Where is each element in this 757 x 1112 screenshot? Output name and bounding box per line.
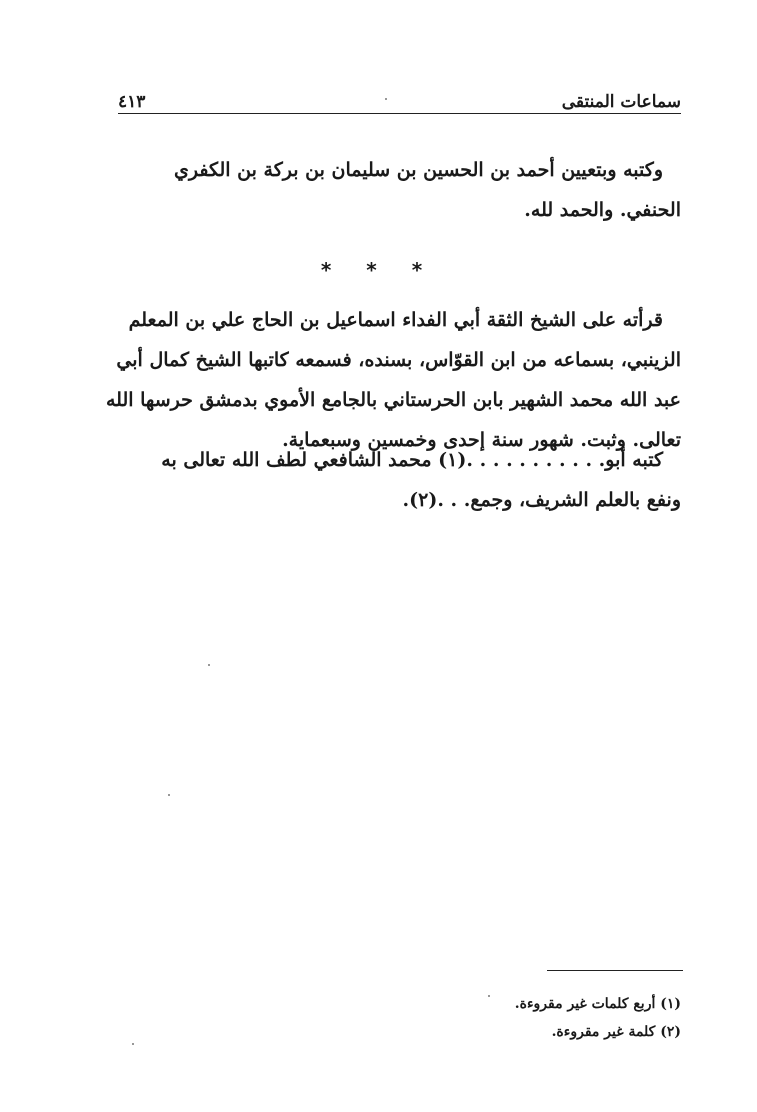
paragraph-line: تعالى. وثبت. شهور سنة إحدى وخمسين وسبعماية. (282, 429, 681, 451)
paragraph-scribe (126, 440, 681, 520)
scan-speck (385, 98, 387, 100)
footnote-2: (٢) كلمة غير مقروءة. (551, 1024, 681, 1040)
paragraph-line: الزينبي، بسماعه من ابن القوّاس، بسنده، فسمعه كاتبها الشيخ كمال أبي (116, 349, 681, 371)
paragraph-line: كتبه أبو. . . . . . . . . . .(١) محمد الشافعي لطف الله تعالى به (161, 449, 663, 471)
paragraph-line: قرأته على الشيخ الثقة أبي الفداء اسماعيل بن الحاج علي بن المعلم (128, 309, 663, 331)
scan-speck (168, 794, 170, 796)
paragraph-line: ونفع بالعلم الشريف، وجمع. . .(٢). (402, 489, 681, 511)
scan-speck (488, 995, 490, 997)
footnotes (515, 990, 681, 1046)
paragraph-line: عبد الله محمد الشهير بابن الحرستاني بالجامع الأموي بدمشق حرسها الله (105, 389, 681, 411)
paragraph-line: الحنفي. والحمد لله. (524, 199, 681, 221)
running-title: سماعات المنتقى (561, 92, 681, 112)
running-header (118, 84, 681, 112)
page-number: ٤١٣ (118, 92, 146, 112)
header-rule (118, 113, 681, 114)
footnote-rule (547, 970, 683, 971)
footnote-1: (١) أربع كلمات غير مقروءة. (514, 996, 681, 1012)
section-separator: * * * (320, 258, 437, 282)
paragraph-line: وكتبه وبتعيين أحمد بن الحسين بن سليمان بن بركة بن الكفري (174, 159, 663, 181)
scan-speck (208, 664, 210, 666)
paragraph-reading-note (105, 300, 681, 460)
paragraph-colophon (126, 150, 681, 230)
scan-speck (132, 1043, 134, 1045)
